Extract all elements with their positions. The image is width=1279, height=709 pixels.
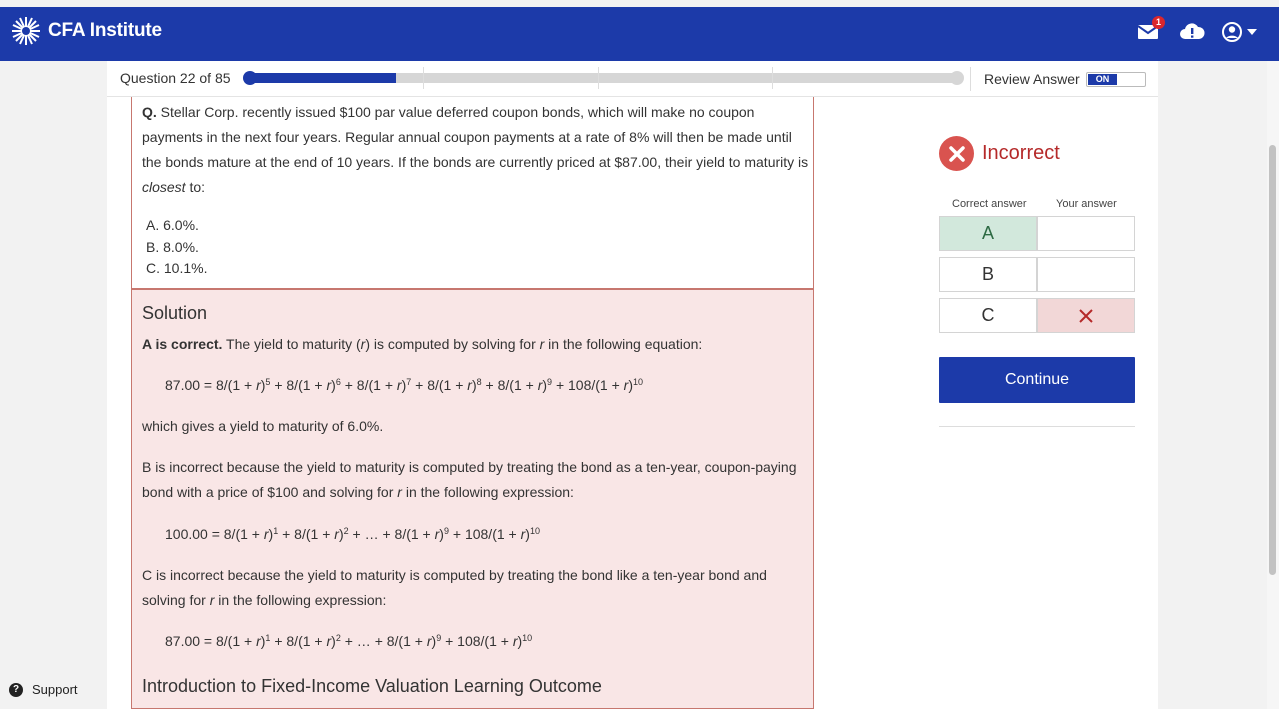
- your-answer-header: Your answer: [1056, 198, 1117, 210]
- progress-end: [950, 71, 964, 85]
- question-prefix: Q.: [142, 104, 157, 120]
- review-answer-label: Review Answer: [984, 71, 1080, 87]
- progress-handle[interactable]: [243, 71, 257, 85]
- sync-status-button[interactable]: [1179, 20, 1209, 46]
- explanation-b: [142, 455, 810, 505]
- user-circle-icon: [1221, 20, 1261, 44]
- solution-text: C is incorrect because the yield to maturity is computed by treating the bond like a ten-year bond and solving for: [142, 567, 767, 608]
- answer-option-c: C. 10.1%.: [146, 260, 208, 276]
- question-progress-bar: [107, 61, 1158, 97]
- variable-r: r: [539, 336, 545, 352]
- divider: [970, 67, 971, 91]
- result-status: [939, 136, 1060, 171]
- solution-result: which gives a yield to maturity of 6.0%.: [142, 418, 384, 434]
- explanation-c: [142, 563, 810, 613]
- variable-r: r: [360, 336, 366, 352]
- solution-text: in the following expression:: [401, 484, 574, 500]
- solution-text: in the following expression:: [214, 592, 387, 608]
- support-label: Support: [32, 682, 78, 697]
- notification-badge: 1: [1152, 16, 1165, 29]
- top-navigation-bar: [0, 7, 1279, 61]
- solution-heading: Solution: [142, 303, 208, 323]
- question-text: [142, 100, 810, 200]
- review-answer-toggle[interactable]: [1086, 72, 1146, 87]
- correct-cell-b: B: [939, 257, 1037, 292]
- question-emphasis: closest: [142, 179, 186, 195]
- solution-intro: [142, 332, 810, 357]
- solution-text: The yield to maturity (: [222, 336, 361, 352]
- equation-1: $87.00 = 8/(1 + r)^5 + 8/(1 + r)^6 + 8/(1 + r)^7 + 8/(1 + r)^8 + 8/(1 + r)^9 + 108/(1 + r)^{10}$: [165, 377, 644, 393]
- page-scrollbar[interactable]: [1267, 61, 1279, 709]
- learning-outcome-heading: Introduction to Fixed-Income Valuation Learning Outcome: [142, 676, 602, 696]
- equation-2: $100.00 = 8/(1 + r)^1 + 8/(1 + r)^2$ + … + $8/(1 + r)^9 + 108/(1 + r)^{10}$: [165, 526, 540, 542]
- messages-button[interactable]: [1137, 17, 1167, 46]
- support-link[interactable]: [9, 682, 78, 697]
- exam-panel: [107, 61, 1158, 709]
- brand-name: CFA Institute: [48, 20, 162, 41]
- progress-divider: [423, 67, 424, 89]
- answer-options: [146, 215, 207, 280]
- answer-option-b: B. 8.0%.: [146, 238, 199, 255]
- help-icon: ?: [9, 683, 23, 697]
- question-box: [131, 97, 814, 289]
- cfa-logo-icon: [10, 15, 42, 47]
- correct-cell-c: C: [939, 298, 1037, 333]
- variable-r: r: [209, 592, 215, 608]
- your-cell-c: [1037, 298, 1135, 333]
- progress-track[interactable]: [246, 73, 961, 83]
- your-cell-b: [1037, 257, 1135, 292]
- toggle-on-label: ON: [1088, 74, 1117, 85]
- incorrect-icon: [939, 136, 974, 171]
- continue-button[interactable]: Continue: [939, 357, 1135, 403]
- question-text-part: Stellar Corp. recently issued $100 par value deferred coupon bonds, which will make no coupon payments in the next four years. Regular annual coupon payments at a rate of 8% will then be made until the bonds mature at the end of 10 years. If the bonds are currently priced at $87.00, their yield to maturity is: [142, 104, 809, 170]
- solution-text: in the following equation:: [544, 336, 703, 352]
- divider: [939, 426, 1135, 427]
- solution-text: B is incorrect because the yield to maturity is computed by treating the bond as a ten-year, coupon-paying bond with a price of $100 and solving for: [142, 459, 797, 500]
- cfa-logo[interactable]: [10, 15, 162, 47]
- scrollbar-thumb[interactable]: [1269, 145, 1276, 575]
- solution-text: ) is computed by solving for: [365, 336, 540, 352]
- your-cell-a: [1037, 216, 1135, 251]
- correct-cell-a: A: [939, 216, 1037, 251]
- progress-divider: [598, 67, 599, 89]
- solution-correct-label: A is correct.: [142, 336, 223, 352]
- user-menu-button[interactable]: [1221, 20, 1261, 46]
- wrong-mark-icon: [1079, 309, 1093, 323]
- progress-divider: [772, 67, 773, 89]
- correct-answer-header: Correct answer: [952, 198, 1027, 210]
- question-text-part: to:: [185, 179, 206, 195]
- cloud-alert-icon: [1179, 20, 1205, 42]
- equation-3: $87.00 = 8/(1 + r)^1 + 8/(1 + r)^2$ + … + $8/(1 + r)^9 + 108/(1 + r)^{10}$: [165, 633, 533, 649]
- variable-r: r: [397, 484, 402, 500]
- answer-option-a: A. 6.0%.: [146, 217, 199, 233]
- caret-down-icon: [1247, 29, 1257, 35]
- question-counter: Question 22 of 85: [120, 70, 231, 86]
- solution-box: [131, 289, 814, 709]
- progress-fill: [246, 73, 396, 83]
- result-label: Incorrect: [982, 142, 1060, 164]
